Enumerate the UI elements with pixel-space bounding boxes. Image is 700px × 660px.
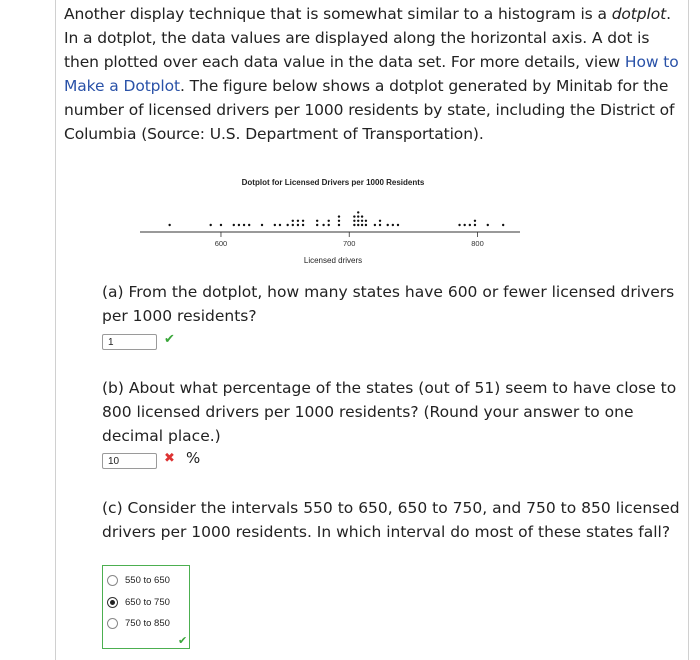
choice-label: 750 to 850	[125, 617, 170, 629]
dot-point	[328, 220, 330, 222]
dot-point	[297, 220, 299, 222]
dotplot-figure	[140, 170, 520, 270]
part-a-correct-icon: ✔	[164, 332, 175, 347]
dot-point	[502, 224, 504, 226]
part-a-answer-input[interactable]: 1	[102, 334, 157, 350]
dot-point	[365, 224, 367, 226]
dot-point	[286, 224, 288, 226]
x-tick-label-600: 600	[214, 239, 228, 248]
dot-point	[361, 224, 363, 226]
dot-point	[292, 224, 294, 226]
dot-point	[353, 224, 355, 226]
dot-point	[365, 220, 367, 222]
dot-point	[292, 220, 294, 222]
radio-750-850[interactable]	[107, 618, 118, 629]
dot-point	[458, 224, 460, 226]
how-to-make-dotplot-link[interactable]: How to Make a Dotplot	[64, 53, 679, 95]
part-b-percent-unit: %	[186, 449, 201, 467]
dot-point	[379, 220, 381, 222]
choice-650-750[interactable]	[107, 594, 170, 610]
dot-point	[328, 224, 330, 226]
x-tick-label-800: 800	[471, 239, 484, 248]
dot-point	[379, 224, 381, 226]
dot-point	[469, 224, 471, 226]
dot-point	[238, 224, 240, 226]
dot-point	[474, 224, 476, 226]
choice-label: 550 to 650	[125, 574, 170, 586]
left-border	[55, 0, 56, 660]
choice-550-650[interactable]	[107, 572, 170, 588]
dot-point	[248, 224, 250, 226]
part-c-correct-icon: ✔	[178, 634, 188, 647]
dot-point	[210, 224, 212, 226]
radio-650-750-selected[interactable]	[107, 597, 118, 608]
dot-point	[397, 224, 399, 226]
dot-point	[261, 224, 263, 226]
part-b-question: (b) About what percentage of the states (out of 51) seem to have close to 800 licensed drivers per 1000 residents? (Round your answer to one decimal place.)	[102, 379, 677, 445]
dot-point	[357, 215, 359, 217]
x-axis-label: Licensed drivers	[303, 256, 363, 265]
dot-point	[353, 220, 355, 222]
dot-point	[357, 224, 359, 226]
dot-point	[316, 220, 318, 222]
dot-point	[487, 224, 489, 226]
dot-point	[357, 211, 359, 213]
choice-750-850[interactable]	[107, 615, 170, 631]
dot-point	[361, 220, 363, 222]
right-border	[688, 0, 689, 660]
choice-label: 650 to 750	[125, 596, 170, 608]
dot-point	[279, 224, 281, 226]
intro-text-1: Another display technique that is somewhat similar to a histogram is a	[64, 5, 612, 23]
dot-point	[168, 224, 170, 226]
part-a-question: (a) From the dotplot, how many states have 600 or fewer licensed drivers per 1000 residents?	[102, 283, 675, 325]
dot-point	[322, 224, 324, 226]
x-tick-label-700: 700	[342, 239, 356, 248]
part-b-answer-input[interactable]: 10	[102, 453, 157, 469]
dot-point	[302, 220, 304, 222]
dot-point	[353, 215, 355, 217]
dot-point	[338, 215, 340, 217]
intro-text-3: . The figure below shows a dotplot generated by Minitab for the number of licensed drivers per 1000 residents by state, including the District of Columbia (Source: U.S. Department of Transportation).	[64, 77, 675, 143]
part-c-question: (c) Consider the intervals 550 to 650, 650 to 750, and 750 to 850 licensed drivers per 1000 residents. In which interval do most of these states fall?	[102, 499, 680, 541]
intro-italic-term: dotplot	[611, 5, 667, 23]
part-c-choice-group	[102, 565, 190, 649]
dot-point	[357, 220, 359, 222]
dot-point	[387, 224, 389, 226]
dot-point	[374, 224, 376, 226]
dot-point	[338, 220, 340, 222]
dot-point	[297, 224, 299, 226]
dot-point	[302, 224, 304, 226]
dotplot-svg	[140, 170, 520, 270]
dot-point	[274, 224, 276, 226]
part-b-incorrect-icon: ✖	[164, 451, 175, 466]
dot-point	[233, 224, 235, 226]
dot-point	[392, 224, 394, 226]
dot-point	[316, 224, 318, 226]
dot-point	[474, 220, 476, 222]
dot-point	[463, 224, 465, 226]
dot-point	[243, 224, 245, 226]
dot-point	[220, 224, 222, 226]
intro-text-2: . In a dotplot, the data values are displayed along the horizontal axis. A dot is then plotted over each data value in the data set. For more details, view	[64, 5, 671, 71]
dot-point	[338, 224, 340, 226]
intro-paragraph	[64, 2, 679, 146]
chart-title: Dotplot for Licensed Drivers per 1000 Residents	[241, 178, 425, 187]
dot-point	[361, 215, 363, 217]
radio-550-650[interactable]	[107, 575, 118, 586]
